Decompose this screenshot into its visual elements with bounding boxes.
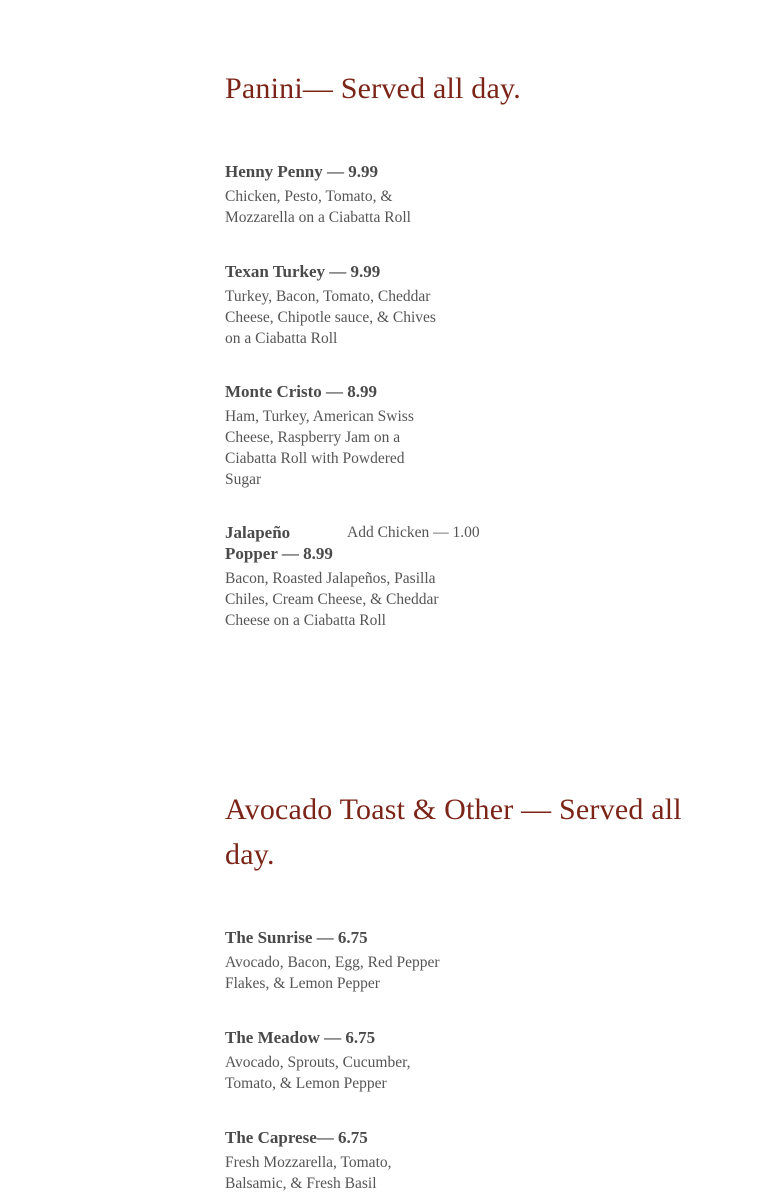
menu-item-name: The Caprese— 6.75 xyxy=(225,1128,368,1147)
menu-item-description: Ham, Turkey, American Swiss Cheese, Raspberry Jam on a Ciabatta Roll with Powdered Sugar xyxy=(225,408,414,488)
menu-item-name: The Sunrise — 6.75 xyxy=(225,928,368,947)
menu-item-name: The Meadow — 6.75 xyxy=(225,1028,376,1047)
toast-section-title: Avocado Toast & Other — Served all day. xyxy=(225,793,682,871)
menu-item-henny-penny xyxy=(225,161,445,228)
menu-item-description: Turkey, Bacon, Tomato, Cheddar Cheese, Chipotle sauce, & Chives on a Ciabatta Roll xyxy=(225,288,436,347)
menu-item-description: Avocado, Sprouts, Cucumber, Tomato, & Lemon Pepper xyxy=(225,1054,411,1092)
menu-item-name: Texan Turkey — 9.99 xyxy=(225,262,381,281)
menu-item-name: Jalapeño Popper — 8.99 xyxy=(225,523,333,563)
menu-item-monte-cristo xyxy=(225,381,445,490)
menu-item-description: Avocado, Bacon, Egg, Red Pepper Flakes, & Lemon Pepper xyxy=(225,954,440,992)
menu-item-description: Chicken, Pesto, Tomato, & Mozzarella on a Ciabatta Roll xyxy=(225,188,411,226)
menu-item-texan-turkey xyxy=(225,261,445,349)
menu-item-name: Henny Penny — 9.99 xyxy=(225,162,379,181)
menu-item-name: Monte Cristo — 8.99 xyxy=(225,382,378,401)
menu-item-description: Fresh Mozzarella, Tomato, Balsamic, & Fresh Basil xyxy=(225,1154,392,1192)
menu-item-the-caprese xyxy=(225,1127,445,1194)
menu-item-the-sunrise xyxy=(225,927,445,994)
panini-section-title: Panini— Served all day. xyxy=(225,72,521,105)
menu-item-the-meadow xyxy=(225,1027,445,1094)
menu-item-description: Bacon, Roasted Jalapeños, Pasilla Chiles, Cream Cheese, & Cheddar Cheese on a Ciabatta Roll xyxy=(225,570,439,629)
add-chicken-note: Add Chicken — 1.00 xyxy=(347,524,480,541)
